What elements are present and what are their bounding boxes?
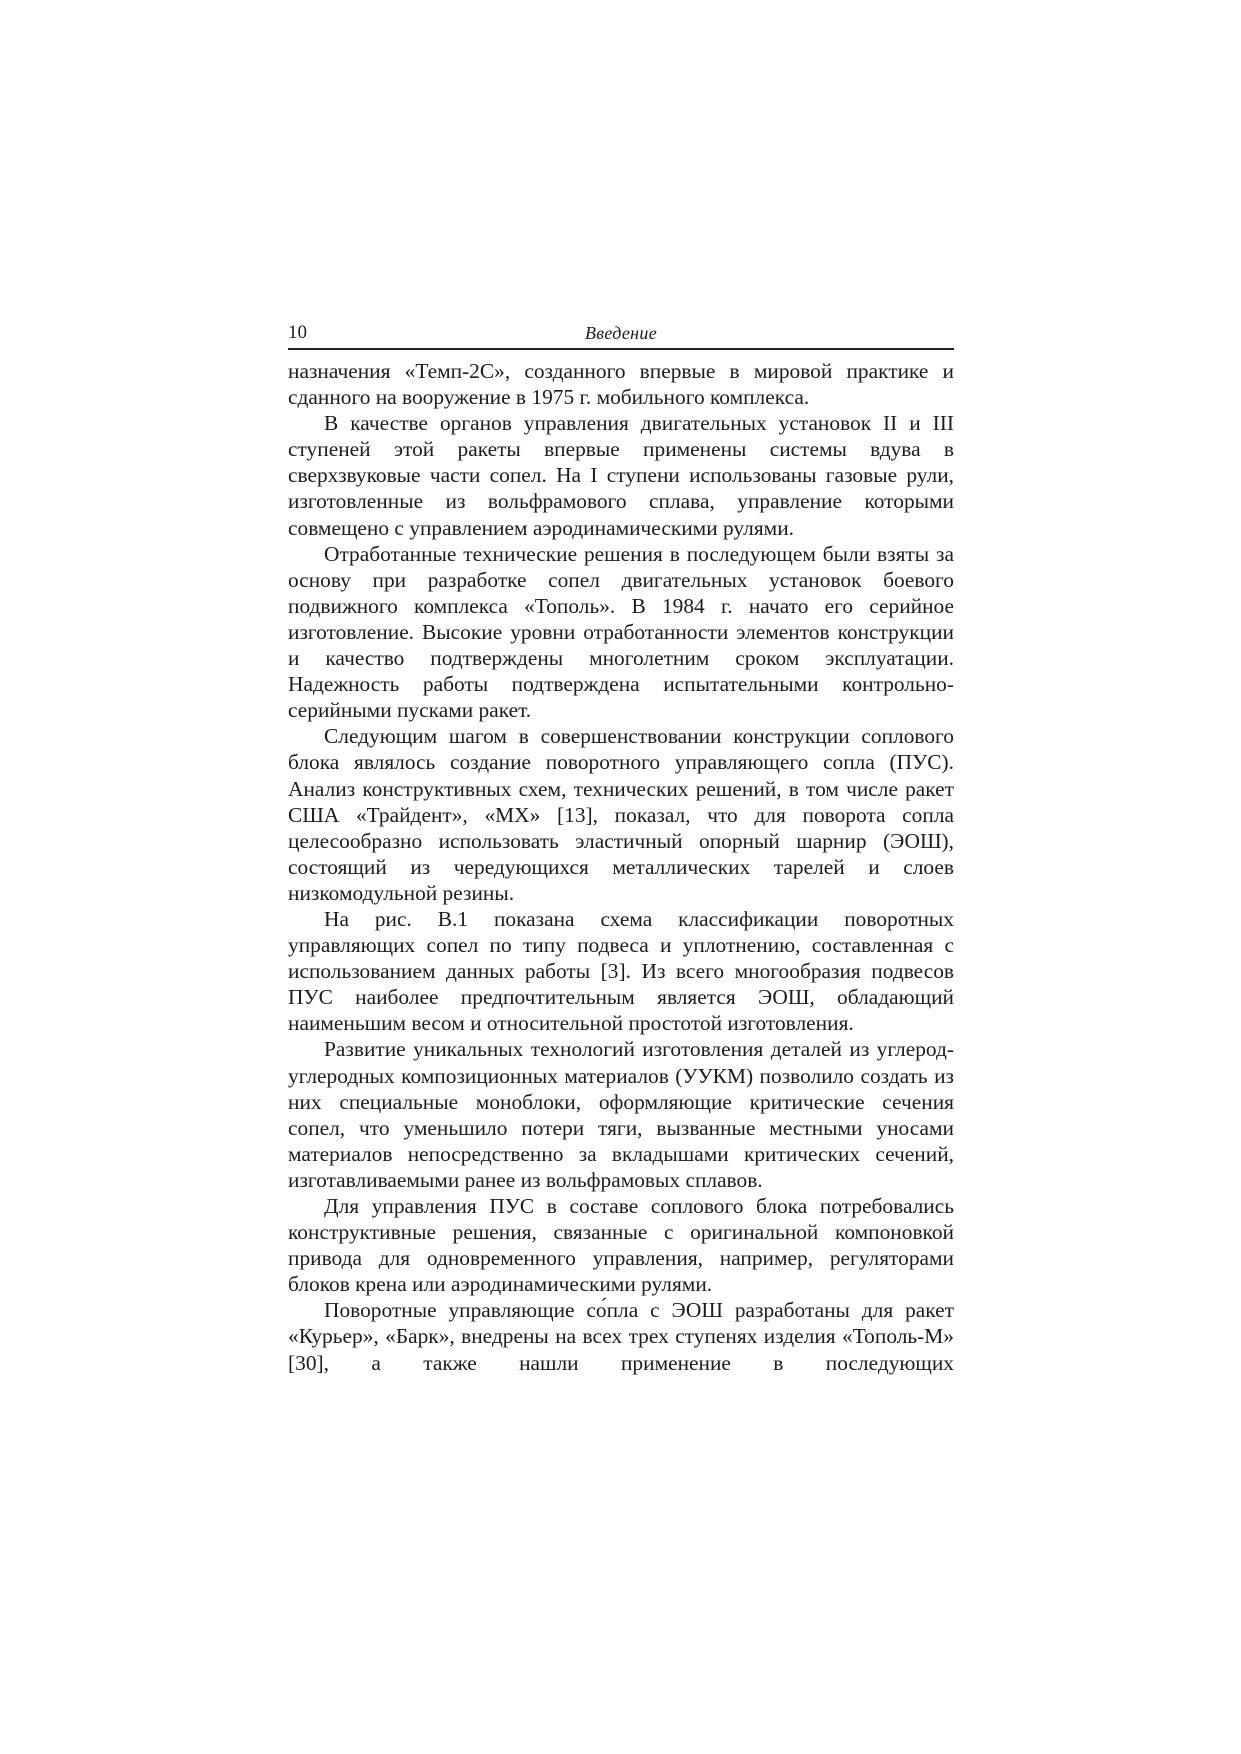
paragraph-4: Следующим шагом в совершенствовании конструкции соплового блока являлось создание поворотного управляющего сопла (ПУС). Анализ конструктивных схем, технических решений, в том числе ракет США «Трайдент», «МХ» [13], показал, что для поворота сопла целесообразно использовать эластичный опорный шарнир (ЭОШ), состоящий из чередующихся металлических тарелей и слоев низкомодульной резины. — [288, 724, 954, 905]
paragraph-8: Поворотные управляющие со́пла с ЭОШ разработаны для ракет «Курьер», «Барк», внедрены на всех трех ступенях изделия «Тополь-М» [30], а также нашли применение в последующих — [288, 1298, 954, 1375]
paragraph-7: Для управления ПУС в составе соплового блока потребовались конструктивные решения, связанные с оригинальной компоновкой привода для одновременного управления, например, регуляторами блоков крена или аэродинамическими рулями. — [288, 1194, 954, 1297]
paragraph-6: Развитие уникальных технологий изготовления деталей из углерод-углеродных композиционных материалов (УУКМ) позволило создать из них специальные моноблоки, оформляющие критические сечения сопел, что уменьшило потери тяги, вызванные местными уносами материалов непосредственно за вкладышами критических сечений, изготавливаемыми ранее из вольфрамовых сплавов. — [288, 1037, 954, 1192]
book-page — [288, 320, 954, 1376]
body-text — [288, 358, 954, 1376]
paragraph-5: На рис. В.1 показана схема классификации поворотных управляющих сопел по типу подвеса и уплотнению, составленная с использованием данных работы [3]. Из всего многообразия подвесов ПУС наиболее предпочтительным является ЭОШ, обладающий наименьшим весом и относительной простотой изготовления. — [288, 906, 954, 1036]
section-title: Введение — [585, 323, 657, 343]
paragraph-1: назначения «Темп-2С», созданного впервые в мировой практике и сданного на вооружение в 1975 г. мобильного комплекса. — [288, 359, 954, 410]
paragraph-2: В качестве органов управления двигательных установок II и III ступеней этой ракеты впервые применены системы вдува в сверхзвуковые части сопел. На I ступени использованы газовые рули, изготовленные из вольфрамового сплава, управление которыми совмещено с управлением аэродинамическими рулями. — [288, 411, 954, 540]
page-number: 10 — [288, 322, 307, 343]
paragraph-3: Отработанные технические решения в последующем были взяты за основу при разработке сопел двигательных установок боевого подвижного комплекса «Тополь». В 1984 г. начато его серийное изготовление. Высокие уровни отработанности элементов конструкции и качество подтверждены многолетним сроком эксплуатации. Надежность работы подтверждена испытательными контрольно-серийными пусками ракет. — [288, 541, 954, 723]
running-head — [288, 320, 954, 350]
